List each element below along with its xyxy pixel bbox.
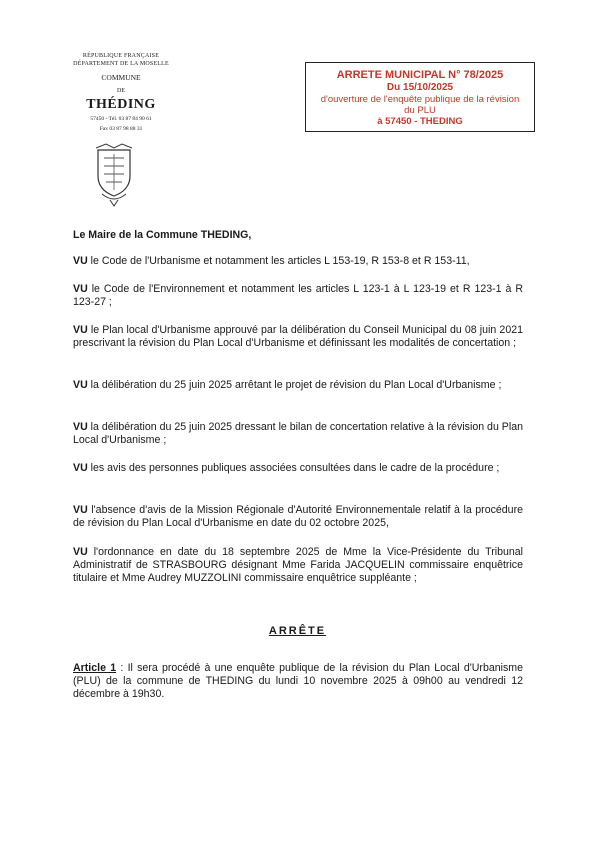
consideration-6 bbox=[73, 462, 523, 475]
consideration-text: le Code de l'Environnement et notamment les articles L 123-1 à L 123-19 et R 123-1 à R 123-27 ; bbox=[73, 283, 523, 308]
consideration-7 bbox=[73, 504, 523, 530]
mayor-intro: Le Maire de la Commune THEDING, bbox=[73, 229, 252, 241]
decree-subject-line3: à 57450 - THEDING bbox=[377, 116, 463, 127]
consideration-3 bbox=[73, 324, 523, 350]
vu-label: VU bbox=[73, 255, 88, 267]
vu-label: VU bbox=[73, 462, 88, 474]
decree-title-box bbox=[305, 62, 535, 132]
coat-of-arms-icon bbox=[92, 142, 136, 208]
decree-subject-line1: d'ouverture de l'enquête publique de la révision bbox=[320, 94, 520, 105]
town-name: THÉDING bbox=[86, 97, 156, 112]
consideration-text: la délibération du 25 juin 2025 arrêtant le projet de révision du Plan Local d'Urbanisme ; bbox=[90, 379, 502, 391]
consideration-4 bbox=[73, 379, 523, 392]
decree-number: ARRETE MUNICIPAL N° 78/2025 bbox=[336, 69, 504, 81]
decree-date: Du 15/10/2025 bbox=[386, 82, 454, 93]
vu-label: VU bbox=[73, 324, 88, 336]
consideration-text: le Plan local d'Urbanisme approuvé par la délibération du Conseil Municipal du 08 juin 2021 prescrivant la révision du Plan Local d'Urbanisme et définissant les modalités de concertation ; bbox=[73, 324, 523, 349]
consideration-2 bbox=[73, 283, 523, 309]
consideration-text: les avis des personnes publiques associées consultées dans le cadre de la procédure ; bbox=[90, 462, 500, 474]
vu-label: VU bbox=[73, 546, 88, 558]
consideration-1 bbox=[73, 255, 523, 268]
decree-subject-line2: du PLU bbox=[404, 105, 436, 116]
article-1-text: : Il sera procédé à une enquête publique de la révision du Plan Local d'Urbanisme (PLU) de la commune de THEDING du lundi 10 novembre 2025 à 09h00 au vendredi 12 décembre à 19h30. bbox=[73, 662, 523, 700]
consideration-text: la délibération du 25 juin 2025 dressant le bilan de concertation relative à la révision du Plan Local d'Urbanisme ; bbox=[73, 421, 523, 446]
consideration-text: l'ordonnance en date du 18 septembre 2025 de Mme la Vice-Présidente du Tribunal Administratif de STRASBOURG désignant Mme Farida JACQUELIN commissaire enquêtrice titulaire et Mme Audrey MUZZOLINI commissaire enquêtrice suppléante ; bbox=[73, 546, 523, 584]
consideration-5 bbox=[73, 421, 523, 447]
article-1-label: Article 1 bbox=[73, 662, 117, 674]
consideration-text: le Code de l'Urbanisme et notamment les articles L 153-19, R 153-8 et R 153-11, bbox=[90, 255, 470, 267]
department-label: DÉPARTEMENT DE LA MOSELLE bbox=[73, 61, 169, 67]
fax-line: Fax 03 87 98 88 31 bbox=[99, 126, 143, 132]
consideration-text: l'absence d'avis de la Mission Régionale d'Autorité Environnementale relatif à la procédure de révision du Plan Local d'Urbanisme en date du 02 octobre 2025, bbox=[73, 504, 523, 529]
vu-label: VU bbox=[73, 379, 88, 391]
arrete-heading: ARRÊTE bbox=[268, 625, 327, 637]
consideration-8 bbox=[73, 546, 523, 585]
vu-label: VU bbox=[73, 283, 88, 295]
vu-label: VU bbox=[73, 421, 88, 433]
de-label: DE bbox=[117, 88, 125, 94]
letterhead bbox=[56, 52, 186, 133]
republic-label: RÉPUBLIQUE FRANÇAISE bbox=[82, 53, 160, 59]
vu-label: VU bbox=[73, 504, 88, 516]
commune-label: COMMUNE bbox=[101, 73, 141, 82]
phone-line: 57450 - Tél. 03 87 84 90 61 bbox=[90, 116, 152, 122]
article-1 bbox=[73, 662, 523, 701]
